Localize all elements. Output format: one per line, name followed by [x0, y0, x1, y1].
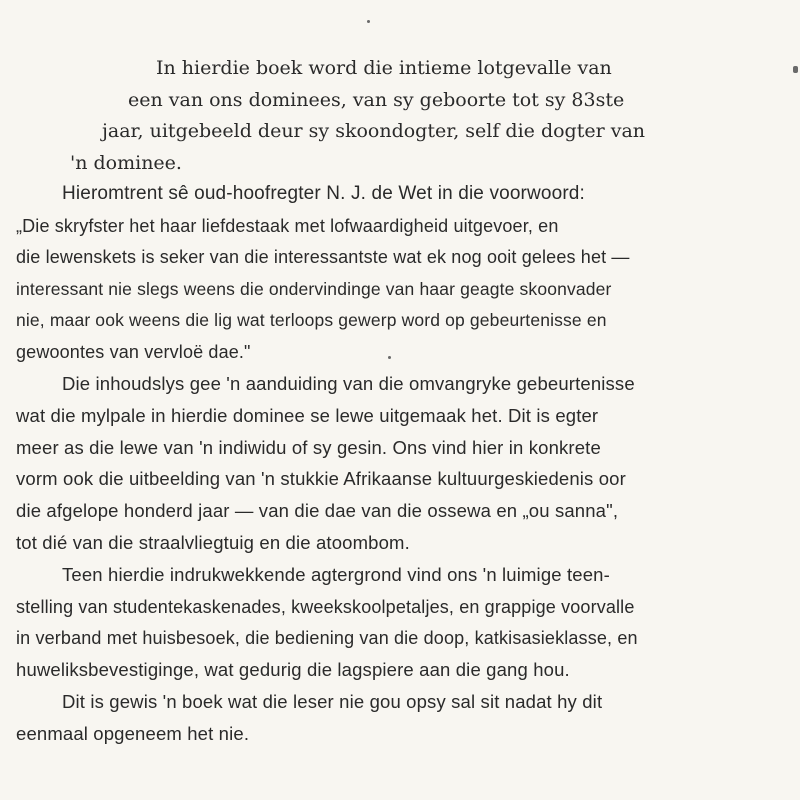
scan-speck — [388, 356, 391, 359]
body-line-7: Die inhoudslys gee 'n aanduiding van die omvangryke gebeurtenisse — [62, 373, 635, 394]
body-line-3: die lewenskets is seker van die interessantste wat ek nog ooit gelees het — — [16, 247, 630, 267]
scan-speck — [367, 20, 370, 23]
intro-line-3: jaar, uitgebeeld deur sy skoondogter, self die dogter van — [102, 120, 646, 142]
body-line-4: interessant nie slegs weens die ondervindinge van haar geagte skoonvader — [16, 279, 612, 299]
body-line-8: wat die mylpale in hierdie dominee se lewe uitgemaak het. Dit is egter — [16, 405, 599, 426]
scan-speck — [793, 66, 798, 73]
body-line-16: huweliksbevestiginge, wat gedurig die lagspiere aan die gang hou. — [16, 659, 570, 680]
intro-line-1: In hierdie boek word die intieme lotgevalle van — [156, 57, 612, 79]
body-line-17: Dit is gewis 'n boek wat die leser nie gou opsy sal sit nadat hy dit — [62, 691, 603, 712]
body-line-14: stelling van studentekaskenades, kweekskoolpetaljes, en grappige voorvalle — [16, 597, 635, 617]
body-line-11: die afgelope honderd jaar — van die dae van die ossewa en „ou sanna", — [16, 500, 619, 521]
body-line-6: gewoontes van vervloë dae." — [16, 342, 251, 362]
body-line-1: Hieromtrent sê oud-hoofregter N. J. de Wet in die voorwoord: — [62, 183, 585, 204]
body-line-18: eenmaal opgeneem het nie. — [16, 723, 250, 744]
body-line-12: tot dié van die straalvliegtuig en die atoombom. — [16, 532, 410, 553]
body-line-10: vorm ook die uitbeelding van 'n stukkie Afrikaanse kultuurgeskiedenis oor — [16, 468, 626, 489]
body-line-2: „Die skryfster het haar liefdestaak met lofwaardigheid uitgevoer, en — [16, 216, 559, 236]
intro-line-2: een van ons dominees, van sy geboorte tot sy 83ste — [128, 89, 625, 111]
intro-line-4: 'n dominee. — [70, 152, 182, 174]
body-line-9: meer as die lewe van 'n indiwidu of sy gesin. Ons vind hier in konkrete — [16, 437, 601, 458]
body-line-13: Teen hierdie indrukwekkende agtergrond vind ons 'n luimige teen- — [62, 564, 610, 585]
body-line-5: nie, maar ook weens die lig wat terloops gewerp word op gebeurtenisse en — [16, 310, 607, 330]
body-line-15: in verband met huisbesoek, die bediening van die doop, katkisasieklasse, en — [16, 628, 638, 648]
